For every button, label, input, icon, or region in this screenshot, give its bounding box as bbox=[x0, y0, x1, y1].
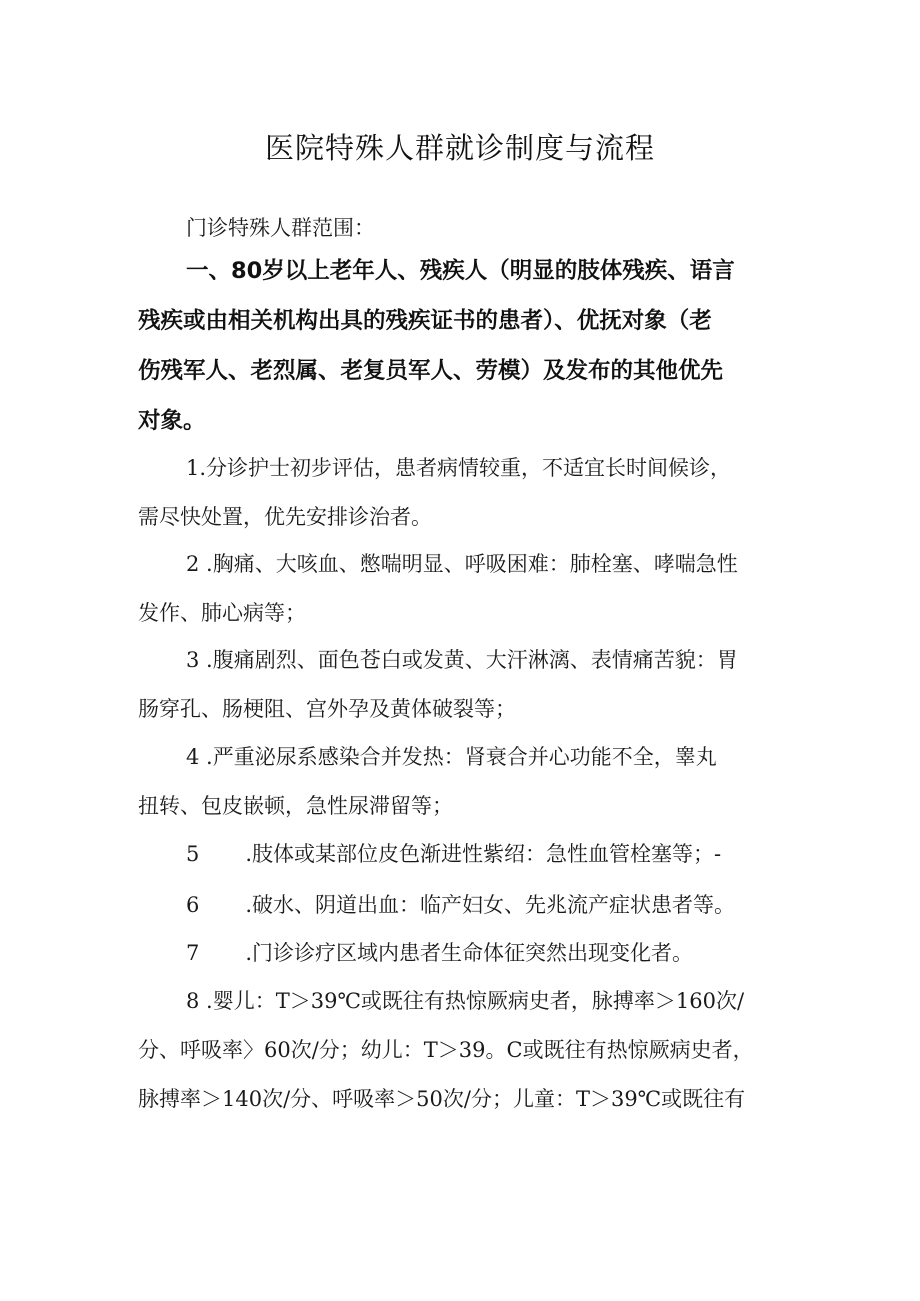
item-1 bbox=[138, 444, 798, 542]
item-line: 扭转、包皮嵌顿，急性尿滞留等； bbox=[138, 794, 453, 818]
section-one-line: 伤残军人、老烈属、老复员军人、劳模）及发布的其他优先 bbox=[138, 358, 724, 384]
item-text: .门诊诊疗区域内患者生命体征突然出现变化者。 bbox=[245, 941, 694, 965]
section-one-line: 一、80岁以上老年人、残疾人（明显的肢体残疾、语言 bbox=[186, 258, 735, 284]
item-line: 发作、肺心病等； bbox=[138, 601, 306, 625]
item-number: 6 bbox=[186, 893, 200, 917]
item-number: 5 bbox=[186, 842, 200, 866]
item-5 bbox=[138, 830, 798, 879]
item-line: 4 .严重泌尿系感染合并发热：肾衰合并心功能不全，睾丸 bbox=[186, 745, 717, 769]
item-3 bbox=[138, 636, 798, 734]
item-6 bbox=[138, 881, 798, 930]
item-line: 3 .腹痛剧烈、面色苍白或发黄、大汗淋漓、表情痛苦貌：胃 bbox=[186, 648, 738, 672]
item-line: 需尽快处置，优先安排诊治者。 bbox=[138, 505, 432, 529]
document-title: 医院特殊人群就诊制度与流程 bbox=[264, 131, 655, 165]
section-one-line: 对象。 bbox=[138, 408, 206, 434]
item-line: 2 .胸痛、大咳血、憋喘明显、呼吸困难：肺栓塞、哮喘急性 bbox=[186, 552, 738, 576]
item-line: 分、呼吸率〉60次/分；幼儿：T＞39。C或既往有热惊厥病史者， bbox=[138, 1038, 754, 1062]
item-8 bbox=[138, 977, 798, 1124]
item-line: 肠穿孔、肠梗阻、宫外孕及黄体破裂等； bbox=[138, 697, 516, 721]
item-line: 8 .婴儿：T＞39℃或既往有热惊厥病史者，脉搏率＞160次/ bbox=[186, 989, 745, 1013]
item-number: 7 bbox=[186, 941, 200, 965]
item-2 bbox=[138, 540, 798, 638]
item-line: 脉搏率＞140次/分、呼吸率＞50次/分；儿童：T＞39℃或既往有 bbox=[138, 1087, 746, 1111]
section-one-line: 残疾或由相关机构出具的残疾证书的患者）、优抚对象（老 bbox=[138, 308, 712, 334]
scope-heading-text: 门诊特殊人群范围： bbox=[186, 216, 375, 240]
item-text: .肢体或某部位皮色渐进性紫绍：急性血管栓塞等；- bbox=[245, 842, 722, 866]
item-text: .破水、阴道出血：临产妇女、先兆流产症状患者等。 bbox=[245, 893, 736, 917]
item-line: 1.分诊护士初步评估，患者病情较重，不适宜长时间候诊， bbox=[186, 456, 732, 480]
section-one-paragraph bbox=[138, 246, 798, 446]
item-7 bbox=[138, 929, 798, 978]
item-4 bbox=[138, 733, 798, 831]
